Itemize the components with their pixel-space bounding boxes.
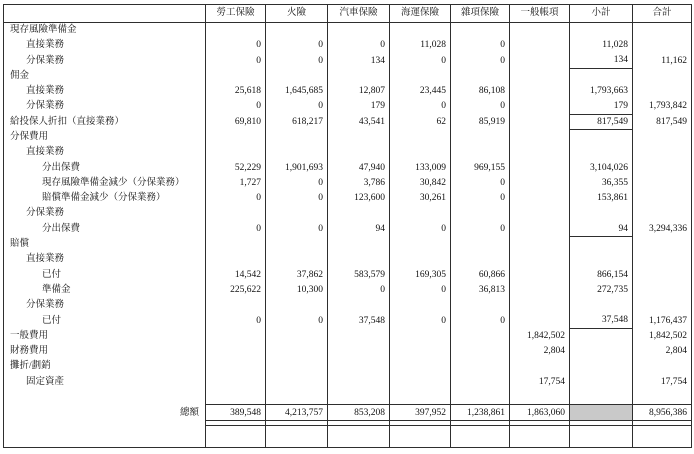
row-label: 攤折/劃銷 xyxy=(4,359,206,374)
value-cell: 0 xyxy=(206,38,266,53)
empty-cell xyxy=(633,267,692,282)
empty-cell xyxy=(266,23,328,38)
empty-cell xyxy=(266,390,328,405)
row-label xyxy=(4,426,206,448)
value-cell: 0 xyxy=(266,221,328,236)
value-cell: 86,108 xyxy=(451,84,510,99)
value-cell: 85,919 xyxy=(451,114,510,129)
empty-cell xyxy=(633,359,692,374)
row-label: 財務費用 xyxy=(4,344,206,359)
value-cell: 0 xyxy=(451,53,510,68)
empty-cell xyxy=(633,160,692,175)
table-row xyxy=(4,38,692,53)
value-cell: 0 xyxy=(206,99,266,114)
value-cell: 1,727 xyxy=(206,175,266,190)
value-cell: 1,793,663 xyxy=(570,84,633,99)
empty-cell xyxy=(451,130,510,145)
value-cell: 134 xyxy=(328,53,390,68)
table-row xyxy=(4,175,692,190)
empty-cell xyxy=(206,374,266,389)
empty-cell xyxy=(328,426,390,448)
value-cell: 36,813 xyxy=(451,283,510,298)
row-label: 分保業務 xyxy=(4,206,206,221)
empty-cell xyxy=(390,328,451,343)
empty-cell xyxy=(510,160,570,175)
empty-cell xyxy=(328,206,390,221)
empty-cell xyxy=(570,23,633,38)
value-cell: 134 xyxy=(570,53,633,68)
value-cell: 179 xyxy=(328,99,390,114)
column-header-fire-insurance: 火險 xyxy=(266,5,328,23)
value-cell: 866,154 xyxy=(570,267,633,282)
empty-cell xyxy=(570,68,633,83)
table-row xyxy=(4,206,692,221)
value-cell: 60,866 xyxy=(451,267,510,282)
value-cell: 3,294,336 xyxy=(633,221,692,236)
value-cell: 583,579 xyxy=(328,267,390,282)
value-cell: 397,952 xyxy=(390,405,451,421)
totals-label: 總額 xyxy=(4,405,206,421)
value-cell: 1,176,437 xyxy=(633,313,692,328)
empty-cell xyxy=(328,374,390,389)
empty-cell xyxy=(510,283,570,298)
empty-cell xyxy=(510,84,570,99)
value-cell: 0 xyxy=(451,191,510,206)
empty-cell xyxy=(570,426,633,448)
empty-cell xyxy=(633,298,692,313)
value-cell: 133,009 xyxy=(390,160,451,175)
value-cell: 0 xyxy=(390,283,451,298)
empty-cell xyxy=(390,374,451,389)
value-cell: 0 xyxy=(206,313,266,328)
row-label: 直接業務 xyxy=(4,252,206,267)
value-cell: 0 xyxy=(328,38,390,53)
value-cell: 0 xyxy=(451,175,510,190)
empty-cell xyxy=(206,23,266,38)
value-cell: 0 xyxy=(390,221,451,236)
table-row xyxy=(4,328,692,343)
value-cell: 225,622 xyxy=(206,283,266,298)
value-cell: 30,842 xyxy=(390,175,451,190)
empty-cell xyxy=(390,298,451,313)
value-cell: 4,213,757 xyxy=(266,405,328,421)
value-cell: 153,861 xyxy=(570,191,633,206)
empty-cell xyxy=(570,359,633,374)
value-cell: 3,786 xyxy=(328,175,390,190)
empty-cell xyxy=(510,206,570,221)
value-cell: 2,804 xyxy=(633,344,692,359)
empty-cell xyxy=(390,426,451,448)
empty-cell xyxy=(510,23,570,38)
value-cell: 11,162 xyxy=(633,53,692,68)
empty-cell xyxy=(451,328,510,343)
value-cell: 0 xyxy=(266,175,328,190)
empty-cell xyxy=(206,68,266,83)
table-row xyxy=(4,344,692,359)
empty-cell xyxy=(510,390,570,405)
row-label: 分保業務 xyxy=(4,99,206,114)
value-cell: 94 xyxy=(570,221,633,236)
empty-cell xyxy=(633,145,692,160)
empty-cell xyxy=(266,130,328,145)
row-label: 分出保費 xyxy=(4,160,206,175)
row-label: 分保業務 xyxy=(4,298,206,313)
value-cell: 0 xyxy=(266,99,328,114)
empty-cell xyxy=(206,145,266,160)
empty-cell xyxy=(570,328,633,343)
empty-cell xyxy=(633,206,692,221)
table-row xyxy=(4,374,692,389)
column-header-general-accounts: 一般帳項 xyxy=(510,5,570,23)
header-row xyxy=(4,5,692,23)
value-cell: 52,229 xyxy=(206,160,266,175)
row-label: 賠償準備金減少（分保業務） xyxy=(4,191,206,206)
value-cell: 0 xyxy=(390,53,451,68)
table-row xyxy=(4,99,692,114)
empty-cell xyxy=(266,252,328,267)
empty-cell xyxy=(451,426,510,448)
value-cell: 43,541 xyxy=(328,114,390,129)
value-cell: 1,901,693 xyxy=(266,160,328,175)
value-cell: 389,548 xyxy=(206,405,266,421)
empty-cell xyxy=(266,237,328,252)
row-label: 現存風險準備金減少（分保業務） xyxy=(4,175,206,190)
value-cell: 0 xyxy=(266,313,328,328)
value-cell: 817,549 xyxy=(570,114,633,129)
value-cell: 853,208 xyxy=(328,405,390,421)
empty-cell xyxy=(570,298,633,313)
empty-cell xyxy=(451,390,510,405)
value-cell: 69,810 xyxy=(206,114,266,129)
table-row xyxy=(4,68,692,83)
row-label xyxy=(4,390,206,405)
empty-cell xyxy=(510,114,570,129)
value-cell: 36,355 xyxy=(570,175,633,190)
shaded-cell xyxy=(570,405,633,421)
row-label: 固定資產 xyxy=(4,374,206,389)
empty-cell xyxy=(266,426,328,448)
empty-cell xyxy=(206,390,266,405)
value-cell: 0 xyxy=(451,38,510,53)
value-cell: 817,549 xyxy=(633,114,692,129)
table-row xyxy=(4,53,692,68)
value-cell: 0 xyxy=(266,38,328,53)
empty-cell xyxy=(328,237,390,252)
empty-cell xyxy=(510,130,570,145)
empty-cell xyxy=(633,68,692,83)
empty-cell xyxy=(510,38,570,53)
empty-cell xyxy=(510,298,570,313)
empty-cell xyxy=(633,237,692,252)
empty-cell xyxy=(266,374,328,389)
empty-cell xyxy=(570,344,633,359)
empty-cell xyxy=(451,23,510,38)
empty-cell xyxy=(328,252,390,267)
empty-cell xyxy=(510,99,570,114)
empty-cell xyxy=(451,68,510,83)
empty-cell xyxy=(451,344,510,359)
value-cell: 0 xyxy=(390,313,451,328)
row-label: 直接業務 xyxy=(4,38,206,53)
table-row xyxy=(4,191,692,206)
table-body xyxy=(4,23,692,448)
empty-cell xyxy=(633,38,692,53)
empty-cell xyxy=(266,206,328,221)
empty-cell xyxy=(206,426,266,448)
table-row xyxy=(4,145,692,160)
value-cell: 1,238,861 xyxy=(451,405,510,421)
table-row xyxy=(4,130,692,145)
empty-cell xyxy=(328,344,390,359)
empty-cell xyxy=(451,145,510,160)
empty-cell xyxy=(451,237,510,252)
table-row xyxy=(4,313,692,328)
column-header-subtotal: 小計 xyxy=(570,5,633,23)
value-cell: 17,754 xyxy=(633,374,692,389)
empty-cell xyxy=(206,298,266,313)
empty-cell xyxy=(266,359,328,374)
empty-cell xyxy=(633,426,692,448)
row-label: 已付 xyxy=(4,313,206,328)
row-label: 佣金 xyxy=(4,68,206,83)
value-cell: 0 xyxy=(328,283,390,298)
row-label: 分保業務 xyxy=(4,53,206,68)
value-cell: 0 xyxy=(451,313,510,328)
empty-cell xyxy=(266,328,328,343)
value-cell: 0 xyxy=(206,191,266,206)
empty-cell xyxy=(633,175,692,190)
empty-cell xyxy=(570,390,633,405)
value-cell: 62 xyxy=(390,114,451,129)
table-row xyxy=(4,390,692,405)
insurance-accounts-table xyxy=(3,4,692,448)
empty-cell xyxy=(328,359,390,374)
empty-cell xyxy=(266,68,328,83)
table-row xyxy=(4,114,692,129)
value-cell: 0 xyxy=(266,191,328,206)
value-cell: 179 xyxy=(570,99,633,114)
value-cell: 23,445 xyxy=(390,84,451,99)
empty-cell xyxy=(510,252,570,267)
value-cell: 14,542 xyxy=(206,267,266,282)
value-cell: 0 xyxy=(206,53,266,68)
value-cell: 37,548 xyxy=(570,313,633,328)
value-cell: 8,956,386 xyxy=(633,405,692,421)
value-cell: 123,600 xyxy=(328,191,390,206)
row-label: 已付 xyxy=(4,267,206,282)
value-cell: 25,618 xyxy=(206,84,266,99)
row-label: 分保費用 xyxy=(4,130,206,145)
empty-cell xyxy=(451,359,510,374)
empty-cell xyxy=(510,359,570,374)
empty-cell xyxy=(570,130,633,145)
table-row xyxy=(4,426,692,448)
empty-cell xyxy=(633,23,692,38)
empty-cell xyxy=(510,267,570,282)
value-cell: 1,842,502 xyxy=(510,328,570,343)
value-cell: 10,300 xyxy=(266,283,328,298)
table-row xyxy=(4,267,692,282)
value-cell: 37,862 xyxy=(266,267,328,282)
empty-cell xyxy=(328,68,390,83)
value-cell: 0 xyxy=(206,221,266,236)
report-page xyxy=(3,4,692,448)
empty-cell xyxy=(390,359,451,374)
value-cell: 0 xyxy=(451,99,510,114)
empty-cell xyxy=(633,191,692,206)
empty-cell xyxy=(510,221,570,236)
table-row xyxy=(4,237,692,252)
empty-cell xyxy=(390,344,451,359)
empty-cell xyxy=(633,84,692,99)
row-label: 直接業務 xyxy=(4,84,206,99)
row-label: 直接業務 xyxy=(4,145,206,160)
empty-cell xyxy=(266,145,328,160)
empty-cell xyxy=(328,328,390,343)
empty-cell xyxy=(328,298,390,313)
table-row xyxy=(4,283,692,298)
empty-cell xyxy=(451,252,510,267)
value-cell: 1,645,685 xyxy=(266,84,328,99)
column-header-labor-insurance: 勞工保險 xyxy=(206,5,266,23)
value-cell: 47,940 xyxy=(328,160,390,175)
empty-cell xyxy=(510,145,570,160)
empty-cell xyxy=(510,237,570,252)
empty-cell xyxy=(390,23,451,38)
row-label: 賠償 xyxy=(4,237,206,252)
empty-cell xyxy=(633,390,692,405)
empty-cell xyxy=(633,252,692,267)
empty-cell xyxy=(510,53,570,68)
empty-cell xyxy=(390,206,451,221)
empty-cell xyxy=(206,206,266,221)
value-cell: 969,155 xyxy=(451,160,510,175)
empty-cell xyxy=(570,145,633,160)
empty-cell xyxy=(390,390,451,405)
value-cell: 0 xyxy=(451,221,510,236)
empty-cell xyxy=(206,344,266,359)
empty-cell xyxy=(390,237,451,252)
empty-cell xyxy=(510,68,570,83)
empty-cell xyxy=(633,130,692,145)
table-row xyxy=(4,359,692,374)
column-header-misc-insurance: 雜項保險 xyxy=(451,5,510,23)
value-cell: 0 xyxy=(390,99,451,114)
empty-cell xyxy=(570,252,633,267)
value-cell: 1,842,502 xyxy=(633,328,692,343)
value-cell: 11,028 xyxy=(390,38,451,53)
empty-cell xyxy=(206,328,266,343)
empty-cell xyxy=(266,344,328,359)
empty-cell xyxy=(328,130,390,145)
empty-cell xyxy=(451,374,510,389)
empty-cell xyxy=(451,298,510,313)
value-cell: 30,261 xyxy=(390,191,451,206)
table-row xyxy=(4,252,692,267)
empty-cell xyxy=(266,298,328,313)
empty-cell xyxy=(510,313,570,328)
empty-cell xyxy=(206,130,266,145)
value-cell: 11,028 xyxy=(570,38,633,53)
value-cell: 94 xyxy=(328,221,390,236)
value-cell: 3,104,026 xyxy=(570,160,633,175)
empty-cell xyxy=(390,68,451,83)
empty-cell xyxy=(510,175,570,190)
column-header-auto-insurance: 汽車保險 xyxy=(328,5,390,23)
table-row xyxy=(4,221,692,236)
empty-cell xyxy=(328,23,390,38)
table-row xyxy=(4,298,692,313)
value-cell: 17,754 xyxy=(510,374,570,389)
value-cell: 0 xyxy=(266,53,328,68)
totals-row xyxy=(4,405,692,421)
empty-cell xyxy=(206,237,266,252)
empty-cell xyxy=(570,374,633,389)
empty-cell xyxy=(570,237,633,252)
empty-cell xyxy=(390,252,451,267)
value-cell: 1,863,060 xyxy=(510,405,570,421)
table-row xyxy=(4,160,692,175)
empty-cell xyxy=(390,130,451,145)
value-cell: 37,548 xyxy=(328,313,390,328)
value-cell: 618,217 xyxy=(266,114,328,129)
empty-cell xyxy=(390,145,451,160)
empty-cell xyxy=(510,426,570,448)
empty-cell xyxy=(510,191,570,206)
empty-cell xyxy=(570,206,633,221)
value-cell: 169,305 xyxy=(390,267,451,282)
empty-cell xyxy=(451,206,510,221)
empty-cell xyxy=(328,390,390,405)
row-label: 一般費用 xyxy=(4,328,206,343)
table-row xyxy=(4,23,692,38)
value-cell: 1,793,842 xyxy=(633,99,692,114)
row-label: 準備金 xyxy=(4,283,206,298)
row-label: 給投保人折扣（直接業務） xyxy=(4,114,206,129)
column-header-marine-insurance: 海運保險 xyxy=(390,5,451,23)
value-cell: 272,735 xyxy=(570,283,633,298)
table-row xyxy=(4,84,692,99)
value-cell: 12,807 xyxy=(328,84,390,99)
empty-cell xyxy=(633,283,692,298)
row-label: 分出保費 xyxy=(4,221,206,236)
empty-cell xyxy=(206,359,266,374)
column-header-total: 合計 xyxy=(633,5,692,23)
row-label: 現存風險準備金 xyxy=(4,23,206,38)
corner-cell xyxy=(4,5,206,23)
empty-cell xyxy=(206,252,266,267)
empty-cell xyxy=(328,145,390,160)
value-cell: 2,804 xyxy=(510,344,570,359)
